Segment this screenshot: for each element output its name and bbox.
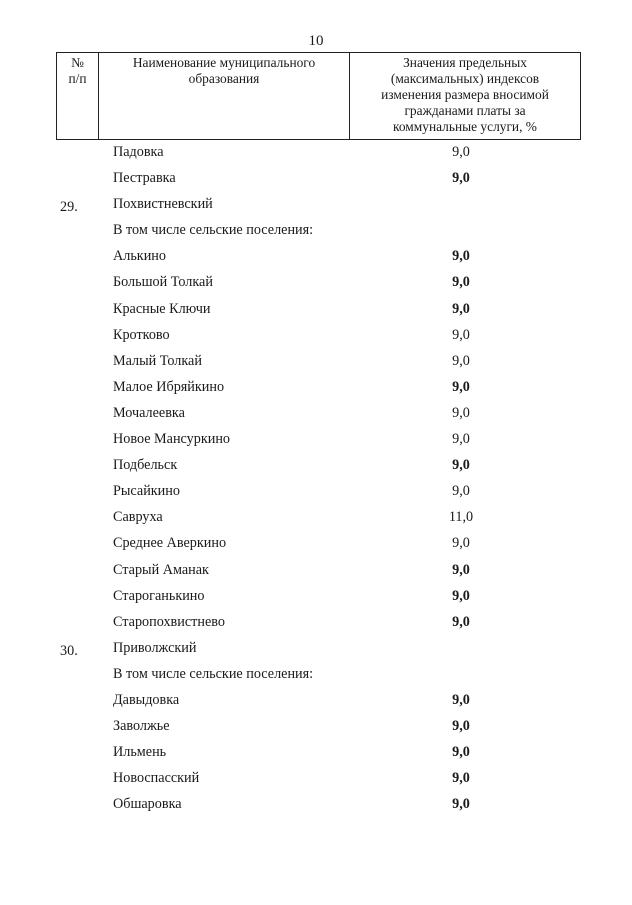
table-row [0, 192, 632, 218]
municipality-name: Старопохвистнево [113, 613, 225, 630]
index-value: 9,0 [452, 431, 470, 448]
index-value: 9,0 [452, 561, 470, 578]
table-body [0, 140, 632, 818]
table-row [0, 479, 632, 505]
index-value: 11,0 [448, 509, 474, 526]
index-value: 9,0 [452, 144, 470, 160]
table-row [0, 427, 632, 453]
municipality-name: Савруха [113, 509, 163, 526]
index-value: 9,0 [452, 326, 470, 343]
index-value: 9,0 [452, 718, 470, 735]
municipality-name: Старый Аманак [113, 561, 209, 578]
municipality-name: В том числе сельские поселения: [113, 222, 314, 239]
index-value: 9,0 [452, 170, 470, 187]
table-row [0, 166, 632, 192]
table-row [0, 662, 632, 688]
municipality-name: Староганькино [113, 587, 205, 604]
table-row [0, 453, 632, 479]
table-row [0, 740, 632, 766]
page-number: 10 [308, 33, 324, 49]
municipality-name: Алькино [113, 248, 166, 265]
header-number-label: № п/п [68, 55, 87, 86]
header-name-column [99, 53, 350, 139]
header-name-label: Наименование муниципального образования [132, 55, 316, 86]
table-header [56, 52, 581, 140]
table-row [0, 349, 632, 375]
table-row [0, 610, 632, 636]
table-row [0, 636, 632, 662]
municipality-name: Пестравка [113, 170, 176, 187]
row-number: 30. [60, 642, 78, 659]
index-value: 9,0 [452, 535, 470, 552]
table-row [0, 297, 632, 323]
municipality-name: Падовка [113, 144, 164, 160]
table-row [0, 375, 632, 401]
header-number-column [57, 53, 99, 139]
municipality-name: Большой Толкай [113, 274, 213, 291]
index-value: 9,0 [452, 587, 470, 604]
index-value: 9,0 [452, 770, 470, 787]
index-value: 9,0 [452, 796, 470, 813]
municipality-name: Новоспасский [113, 770, 200, 787]
municipality-name: Малый Толкай [113, 352, 202, 369]
index-value: 9,0 [452, 457, 470, 474]
table-row [0, 792, 632, 818]
table-row [0, 766, 632, 792]
municipality-name: Кротково [113, 326, 170, 343]
table-row [0, 244, 632, 270]
index-value: 9,0 [452, 274, 470, 291]
index-value: 9,0 [452, 248, 470, 265]
table-row [0, 401, 632, 427]
index-value: 9,0 [452, 613, 470, 630]
header-value-column [350, 53, 580, 139]
index-value: 9,0 [452, 404, 470, 421]
index-value: 9,0 [452, 352, 470, 369]
municipality-name: Заволжье [113, 718, 170, 735]
municipality-name: Подбельск [113, 457, 178, 474]
index-value: 9,0 [452, 691, 470, 708]
table-row [0, 688, 632, 714]
table-row [0, 558, 632, 584]
municipality-name: Новое Мансуркино [113, 431, 231, 448]
municipality-name: Среднее Аверкино [113, 535, 227, 552]
table-row [0, 218, 632, 244]
table-row [0, 714, 632, 740]
table-row [0, 270, 632, 296]
municipality-name: Приволжский [113, 639, 197, 656]
table-row [0, 505, 632, 531]
municipality-name: Ильмень [113, 744, 167, 761]
municipality-name: Похвистневский [113, 196, 213, 213]
table-row [0, 140, 632, 166]
table-row [0, 323, 632, 349]
index-value: 9,0 [452, 483, 470, 500]
municipality-name: Рысайкино [113, 483, 180, 500]
municipality-name: Мочалеевка [113, 404, 185, 421]
municipality-name: В том числе сельские поселения: [113, 665, 314, 682]
municipality-name: Обшаровка [113, 796, 182, 813]
municipality-name: Давыдовка [113, 691, 180, 708]
index-value: 9,0 [452, 744, 470, 761]
index-value: 9,0 [452, 300, 470, 317]
municipality-name: Малое Ибряйкино [113, 378, 225, 395]
table-row [0, 531, 632, 557]
municipality-name: Красные Ключи [113, 300, 211, 317]
table-row [0, 584, 632, 610]
header-value-label: Значения предельных (максимальных) индексов изменения размера вносимой гражданами платы за коммунальные услуги, % [381, 55, 549, 134]
index-value: 9,0 [452, 378, 470, 395]
row-number: 29. [60, 199, 78, 216]
